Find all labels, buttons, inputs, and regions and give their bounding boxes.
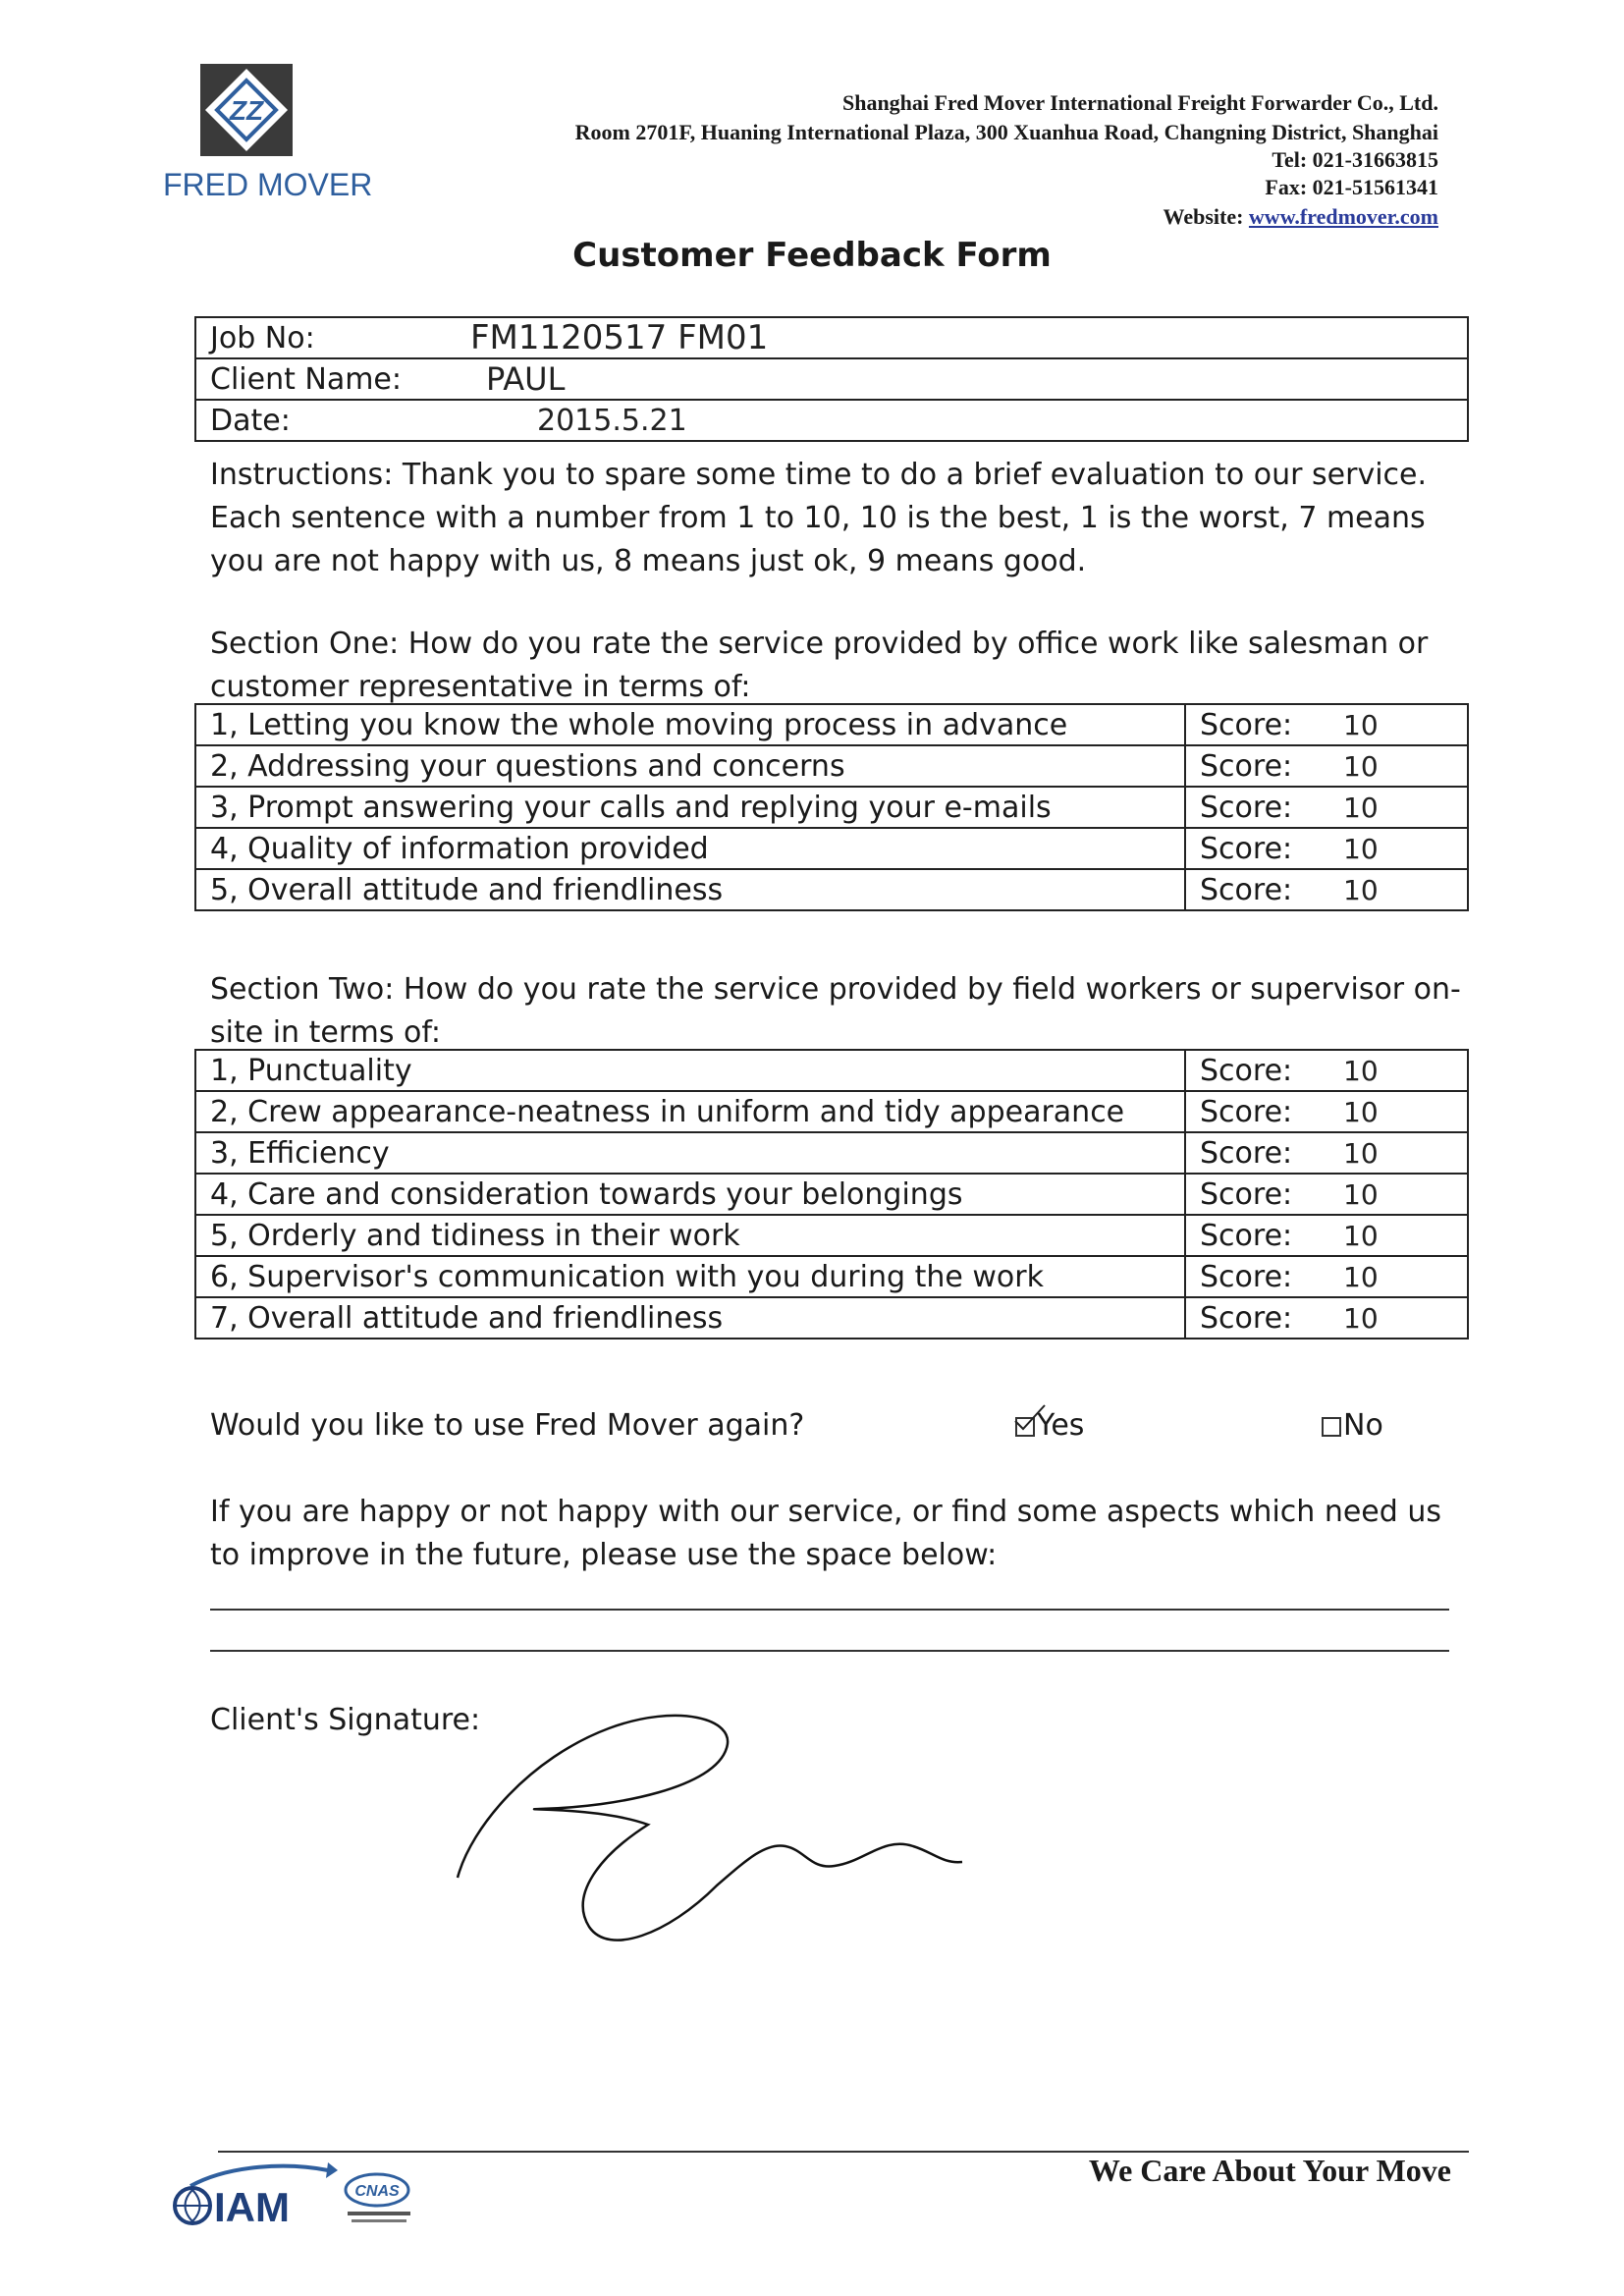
instructions: Instructions: Thank you to spare some time to do a brief evaluation to our service. Each sentence with a number from 1 to 10, 10 is the best, 1 is the worst, 7 means you are not happy with us, 8 means just ok, 9 means good. [210,458,1428,578]
score-label: Score: [1185,1215,1312,1256]
score-value-field[interactable] [1312,1132,1468,1174]
section-one-heading: Section One: How do you rate the service provided by office work like salesman or customer representative in terms of: [210,627,1429,704]
score-value-field[interactable] [1312,787,1468,828]
svg-text:ZZ: ZZ [229,95,264,126]
score-value-field[interactable] [1312,704,1468,745]
score-value-field[interactable] [1312,1091,1468,1132]
svg-text:CNAS: CNAS [354,2183,400,2200]
section-two-item-text: 7, Overall attitude and friendliness [195,1297,1185,1339]
section-two-row [195,1174,1468,1215]
score-value: 10 [1343,1260,1379,1293]
iam-logo [171,2157,338,2239]
section-two-item-text: 5, Orderly and tidiness in their work [195,1215,1185,1256]
section-two-item-text: 1, Punctuality [195,1050,1185,1091]
client-value-field[interactable] [415,358,1468,400]
score-value: 10 [1343,749,1379,783]
score-value: 10 [1343,832,1379,865]
score-value: 10 [1343,1301,1379,1335]
score-label: Score: [1185,704,1312,745]
date-value: 2015.5.21 [537,403,687,438]
yes-checkbox[interactable] [1015,1417,1035,1437]
score-value-field[interactable] [1312,1256,1468,1297]
reuse-question: Would you like to use Fred Mover again? [210,1408,805,1443]
client-signature [452,1699,972,1997]
section-one-item-text: 5, Overall attitude and friendliness [195,869,1185,910]
job-value-field[interactable] [415,317,1468,358]
section-two-item-text: 6, Supervisor's communication with you during the work [195,1256,1185,1297]
section-two-row [195,1256,1468,1297]
score-value-field[interactable] [1312,1297,1468,1339]
section-two-row [195,1297,1468,1339]
score-label: Score: [1185,787,1312,828]
score-value-field[interactable] [1312,828,1468,869]
company-website [1164,204,1438,230]
job-value: FM1120517 FM01 [470,318,769,357]
score-value-field[interactable] [1312,1215,1468,1256]
company-logo [199,63,294,157]
section-one-row [195,745,1468,787]
section-two-row [195,1132,1468,1174]
checkmark-icon [1013,1403,1047,1433]
score-label: Score: [1185,1132,1312,1174]
score-value: 10 [1343,791,1379,824]
yes-label: Yes [1037,1408,1085,1443]
no-label: No [1343,1408,1383,1443]
score-value: 10 [1343,1095,1379,1128]
section-two-heading: Section Two: How do you rate the service provided by field workers or supervisor on-site in terms of: [210,972,1461,1050]
section-two-row [195,1050,1468,1091]
section-one-row [195,787,1468,828]
section-one-item-text: 2, Addressing your questions and concerns [195,745,1185,787]
score-label: Score: [1185,1256,1312,1297]
section-one-row [195,828,1468,869]
section-two-item-text: 4, Care and consideration towards your belongings [195,1174,1185,1215]
company-name: Shanghai Fred Mover International Freight Forwarder Co., Ltd. [841,90,1438,115]
feedback-line-1[interactable] [210,1609,1449,1611]
section-two-item-text: 2, Crew appearance-neatness in uniform and tidy appearance [195,1091,1185,1132]
website-label: Website: [1163,204,1244,229]
section-two-item-text: 3, Efficiency [195,1132,1185,1174]
website-link[interactable]: www.fredmover.com [1248,204,1438,229]
section-one-item-text: 3, Prompt answering your calls and replying your e-mails [195,787,1185,828]
score-label: Score: [1185,1050,1312,1091]
section-two-table [194,1049,1469,1339]
feedback-line-2[interactable] [210,1650,1449,1652]
score-value-field[interactable] [1312,745,1468,787]
reuse-no-option[interactable] [1322,1408,1383,1443]
score-label: Score: [1185,1174,1312,1215]
date-label: Date: [195,400,415,441]
score-value-field[interactable] [1312,1050,1468,1091]
job-row [195,317,1468,358]
client-label: Client Name: [195,358,415,400]
score-label: Score: [1185,1091,1312,1132]
section-one-row [195,704,1468,745]
score-label: Score: [1185,745,1312,787]
score-value: 10 [1343,1054,1379,1087]
client-value: PAUL [486,360,566,398]
signature-label: Client's Signature: [210,1703,481,1737]
score-value: 10 [1343,1177,1379,1211]
section-one-item-text: 4, Quality of information provided [195,828,1185,869]
form-title: Customer Feedback Form [572,236,1052,275]
section-two-row [195,1091,1468,1132]
score-value: 10 [1343,873,1379,906]
section-one-row [195,869,1468,910]
section-one-item-text: 1, Letting you know the whole moving process in advance [195,704,1185,745]
reuse-yes-option[interactable] [1015,1408,1084,1443]
job-label: Job No: [195,317,415,358]
score-value: 10 [1343,1219,1379,1252]
date-row [195,400,1468,441]
score-value: 10 [1343,708,1379,741]
company-address: Room 2701F, Huaning International Plaza, 300 Xuanhua Road, Changning District, Shanghai [574,120,1438,144]
info-table [194,316,1469,442]
no-checkbox[interactable] [1322,1417,1341,1437]
score-value: 10 [1343,1136,1379,1170]
score-label: Score: [1185,1297,1312,1339]
feedback-prompt: If you are happy or not happy with our service, or find some aspects which need us to improve in the future, please use the space below: [210,1495,1441,1572]
section-one-table [194,703,1469,911]
date-value-field[interactable] [415,400,1468,441]
footer-tagline: We Care About Your Move [1088,2153,1451,2188]
client-row [195,358,1468,400]
score-value-field[interactable] [1312,869,1468,910]
company-fax: Fax: 021-51561341 [1265,175,1438,199]
section-two-row [195,1215,1468,1256]
score-value-field[interactable] [1312,1174,1468,1215]
svg-text:IAM: IAM [214,2184,290,2230]
company-tel: Tel: 021-31663815 [1272,147,1438,172]
logo-text: FRED MOVER [163,167,373,202]
score-label: Score: [1185,828,1312,869]
score-label: Score: [1185,869,1312,910]
cnas-logo [338,2166,420,2235]
